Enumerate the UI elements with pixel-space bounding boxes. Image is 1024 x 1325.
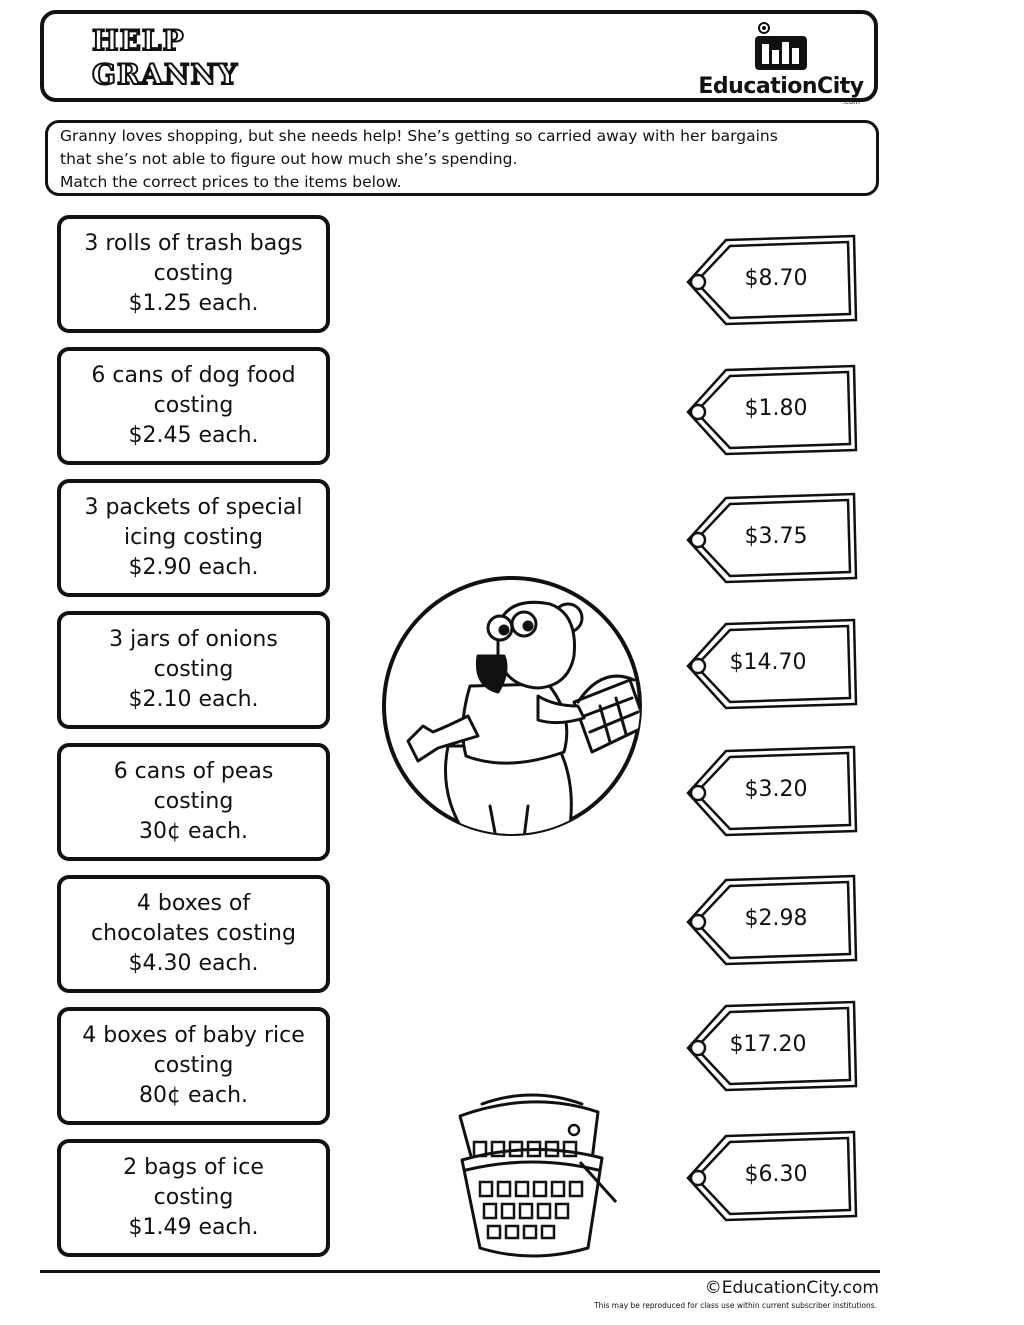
price-tag[interactable] [678, 362, 858, 458]
instructions-line: Granny loves shopping, but she needs help! She’s getting so carried away with her bargains [60, 127, 778, 145]
price-text: $1.80 [744, 396, 808, 421]
worksheet-header [40, 10, 878, 106]
granny-shopping-icon [378, 576, 650, 838]
item-card[interactable] [57, 743, 330, 861]
item-card[interactable] [57, 611, 330, 729]
item-text: $2.90 each. [128, 555, 259, 580]
item-text: 3 packets of special [84, 495, 303, 520]
instructions-line: Match the correct prices to the items below. [60, 173, 402, 191]
brand-logo [696, 20, 866, 106]
item-card[interactable] [57, 479, 330, 597]
item-text: $4.30 each. [128, 951, 259, 976]
item-text: 3 rolls of trash bags [84, 231, 303, 256]
instructions-box [45, 120, 879, 196]
item-text: icing costing [124, 525, 263, 550]
price-text: $3.20 [744, 777, 808, 802]
item-text: 6 cans of dog food [91, 363, 296, 388]
price-text: $8.70 [744, 266, 808, 291]
item-text: 2 bags of ice [123, 1155, 264, 1180]
instructions-line: that she’s not able to figure out how much she’s spending. [60, 150, 518, 168]
price-text: $6.30 [744, 1162, 808, 1187]
copyright-text: ©EducationCity.com [704, 1278, 879, 1298]
price-tag[interactable] [678, 998, 858, 1094]
item-text: costing [153, 657, 234, 682]
price-tag[interactable] [678, 872, 858, 968]
reproduction-note: This may be reproduced for class use within current subscriber institutions. [594, 1301, 877, 1310]
price-tag[interactable] [678, 490, 858, 586]
brand-suffix: .com [842, 98, 860, 106]
price-tag[interactable] [678, 232, 858, 328]
brand-name: EducationCity [698, 74, 864, 99]
item-text: $1.25 each. [128, 291, 259, 316]
item-text: costing [153, 1053, 234, 1078]
city-skyline-icon [751, 20, 811, 72]
price-tag[interactable] [678, 616, 858, 712]
price-text: $2.98 [744, 906, 808, 931]
price-text: $14.70 [729, 650, 807, 675]
item-text: $1.49 each. [128, 1215, 259, 1240]
item-card[interactable] [57, 347, 330, 465]
item-text: costing [153, 393, 234, 418]
item-text: 4 boxes of [136, 891, 251, 916]
item-card[interactable] [57, 875, 330, 993]
item-text: 6 cans of peas [113, 759, 274, 784]
item-text: 30¢ each. [138, 819, 249, 844]
item-card[interactable] [57, 215, 330, 333]
item-text: 3 jars of onions [109, 627, 278, 652]
title-line-2: GRANNY [92, 58, 239, 91]
footer-divider [40, 1270, 880, 1273]
item-text: $2.45 each. [128, 423, 259, 448]
item-text: costing [153, 1185, 234, 1210]
item-card[interactable] [57, 1139, 330, 1257]
item-text: $2.10 each. [128, 687, 259, 712]
title-line-1: HELP [92, 24, 185, 57]
item-text: costing [153, 261, 234, 286]
shopping-baskets-icon [452, 1090, 622, 1260]
help-granny-title [92, 24, 239, 94]
item-text: costing [153, 789, 234, 814]
price-text: $17.20 [729, 1032, 807, 1057]
item-card[interactable] [57, 1007, 330, 1125]
item-text: 4 boxes of baby rice [82, 1023, 305, 1048]
price-tag[interactable] [678, 1128, 858, 1224]
item-text: 80¢ each. [138, 1083, 249, 1108]
price-tag[interactable] [678, 743, 858, 839]
item-text: chocolates costing [91, 921, 296, 946]
price-text: $3.75 [744, 524, 808, 549]
